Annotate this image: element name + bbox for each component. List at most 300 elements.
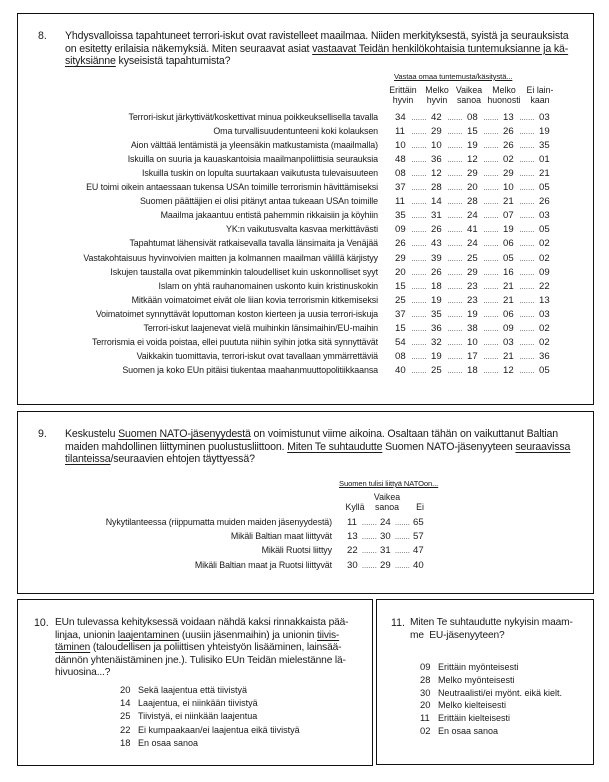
table-row (20, 181, 378, 194)
dot-leader: ....... (519, 297, 535, 305)
table-row (20, 266, 378, 279)
option-percent: 20 (120, 684, 131, 695)
value-cell: 29 (467, 168, 478, 180)
dot-leader: ....... (447, 283, 463, 291)
option-label: Ei kumpaakaan/ei laajentua eikä tiivistyä (138, 724, 300, 735)
column-header-line2: hyvin (426, 94, 448, 105)
row-label: Vaikkakin tuomittavia, terrori-iskut ovat tavallaan ymmärrettäviä (136, 350, 378, 361)
table-row (20, 280, 378, 293)
row-label: Iskuilla on suuria ja kauaskantoisia maailmanpoliittisia seurauksia (127, 154, 378, 165)
dot-leader: ....... (483, 283, 499, 291)
row-label: Iskujen taustalla ovat pikemminkin taloudelliset kuin uskonnolliset syyt (110, 266, 378, 277)
dot-leader: ....... (447, 269, 463, 277)
value-cell: 12 (503, 364, 514, 376)
value-cell: 14 (431, 196, 442, 208)
value-cell: 11 (347, 517, 357, 528)
option-percent: 28 (420, 673, 431, 685)
row-values (347, 530, 425, 544)
table-row (20, 294, 378, 307)
row-label: Suomen ja koko EUn pitäisi tiukentaa maahanmuuttopolitiikkaansa (122, 364, 378, 375)
value-cell: 06 (503, 238, 514, 250)
value-cell: 03 (503, 336, 514, 348)
value-cell: 30 (380, 531, 391, 543)
dot-leader: ....... (411, 241, 427, 249)
option-percent: 09 (420, 661, 431, 672)
value-cell: 25 (395, 294, 406, 306)
row-label: Islam on yhtä rauhanomainen uskonto kuin kristinuskokin (158, 280, 378, 291)
dot-leader: ....... (447, 213, 463, 221)
value-cell: 23 (467, 294, 478, 306)
dot-leader: ....... (447, 171, 463, 179)
q8-emphasis: vastaavat Teidän henkilökohtaisia tuntemuksianne ja kä- (312, 42, 569, 55)
dot-leader: ....... (483, 353, 499, 361)
value-cell: 13 (503, 112, 514, 123)
value-cell: 29 (503, 168, 514, 180)
dot-leader: ....... (411, 311, 427, 319)
value-cell: 03 (539, 308, 550, 320)
row-label: Vastakohtaisuus hyvinvoivien maitten ja kolmannen maailman välillä kärjistyy (83, 252, 378, 263)
dot-leader: ....... (519, 325, 535, 333)
value-cell: 38 (467, 322, 478, 334)
option-label: Laajentua, ei niinkään tiivistyä (138, 698, 258, 709)
value-cell: 05 (503, 252, 514, 264)
table-row (20, 209, 378, 222)
column-header-line1: Vaikea (455, 85, 483, 95)
dot-leader: ....... (361, 520, 377, 527)
q9-question-text: Keskustelu Suomen NATO-jäsenyydestä on voimistunut viime aikoina. Osaltaan tähän on vaikuttanut Baltian maiden mahdollinen liittyminen puolustusliittoon. Miten Te suhtaudutte Suomen NATO-jäsenyyteen seuraavissa tilanteissa/seuraavien ehtojen täyttyessä? (65, 428, 571, 466)
dot-leader: ....... (411, 269, 427, 277)
dot-leader: ....... (519, 353, 535, 361)
value-cell: 09 (539, 266, 550, 278)
row-values (395, 280, 551, 294)
value-cell: 25 (431, 364, 442, 376)
dot-leader: ....... (447, 227, 463, 235)
value-cell: 10 (431, 140, 442, 152)
dot-leader: ....... (483, 311, 499, 319)
answer-option (120, 697, 258, 710)
value-cell: 05 (539, 364, 550, 376)
column-header-line2: hyvin (392, 94, 414, 105)
row-values (395, 336, 551, 350)
value-cell: 54 (395, 336, 406, 348)
row-label: Terrori-iskut järkyttivät/koskettivat minua poikkeuksellisella tavalla (128, 112, 378, 122)
table-row (20, 350, 378, 363)
table-row (20, 530, 332, 543)
dot-leader: ....... (519, 339, 535, 347)
value-cell: 24 (467, 238, 478, 250)
value-cell: 21 (503, 280, 514, 292)
dot-leader: ....... (483, 269, 499, 277)
answer-option (420, 699, 506, 712)
table-row (20, 364, 378, 377)
answer-option (120, 737, 198, 750)
table-row (20, 336, 378, 349)
value-cell: 08 (395, 350, 406, 362)
dot-leader: ....... (483, 171, 499, 179)
dot-leader: ....... (519, 115, 535, 122)
value-cell: 40 (395, 364, 406, 376)
option-percent: 11 (420, 712, 430, 724)
column-header-line1: Erittäin (389, 85, 417, 95)
value-cell: 09 (395, 224, 406, 236)
option-label: Erittäin myönteisesti (438, 662, 519, 672)
option-percent: 02 (420, 725, 431, 736)
row-values (395, 308, 551, 322)
answer-option (420, 712, 510, 725)
dot-leader: ....... (361, 548, 377, 556)
dot-leader: ....... (394, 562, 410, 570)
value-cell: 29 (467, 266, 478, 278)
q8-question-text (65, 30, 585, 68)
value-cell: 37 (395, 308, 406, 320)
dot-leader: ....... (519, 185, 535, 193)
row-label: Aion välttää lentämistä ja yleensäkin matkustamista (maailmalla) (130, 140, 378, 151)
value-cell: 24 (467, 210, 478, 222)
value-cell: 19 (467, 140, 478, 152)
value-cell: 36 (431, 154, 442, 166)
value-cell: 35 (539, 140, 550, 152)
table-row (20, 195, 378, 208)
dot-leader: ....... (483, 325, 499, 333)
value-cell: 31 (431, 210, 442, 222)
table-row (20, 252, 378, 265)
dot-leader: ....... (483, 339, 499, 347)
value-cell: 22 (347, 545, 358, 557)
dot-leader: ....... (394, 520, 410, 527)
value-cell: 24 (380, 517, 391, 528)
value-cell: 40 (413, 559, 424, 571)
dot-leader: ....... (483, 185, 499, 193)
option-percent: 25 (120, 710, 131, 722)
dot-leader: ....... (447, 185, 463, 193)
value-cell: 26 (395, 238, 406, 250)
option-label: Erittäin kielteisesti (438, 713, 511, 724)
dot-leader: ....... (519, 311, 535, 319)
row-values (395, 125, 551, 139)
value-cell: 29 (395, 252, 406, 264)
row-label: Voimatoimet synnyttävät loputtoman koston kierteen ja uusia terrori-iskuja (95, 308, 378, 319)
row-label: Tapahtumat lähensivät ratkaisevalla tavalla länsimaita ja Venäjää (129, 238, 378, 249)
answer-option (420, 661, 519, 674)
value-cell: 18 (431, 280, 442, 292)
q9-scale-title: Suomen tulisi liittyä NATOon... (339, 479, 439, 488)
value-cell: 15 (467, 126, 478, 138)
option-label: En osaa sanoa (138, 737, 199, 748)
value-cell: 29 (431, 126, 442, 138)
dot-leader: ....... (411, 283, 427, 291)
row-label: Oma turvallisuudentunteeni koki kolauksen (213, 126, 378, 137)
dot-leader: ....... (447, 255, 463, 263)
row-values (395, 153, 551, 167)
dot-leader: ....... (411, 171, 427, 179)
dot-leader: ....... (519, 283, 535, 291)
value-cell: 35 (431, 308, 442, 320)
column-header-line1: Melko (425, 85, 449, 95)
dot-leader: ....... (411, 325, 427, 333)
option-label: Melko myönteisesti (438, 674, 515, 685)
value-cell: 36 (431, 322, 442, 334)
dot-leader: ....... (447, 143, 463, 151)
value-cell: 28 (467, 196, 478, 208)
row-label: Nykytilanteessa (riippumatta muiden maiden jäsenyydestä) (105, 517, 332, 527)
column-header-line1: Melko (492, 85, 516, 95)
value-cell: 05 (539, 224, 550, 236)
value-cell: 65 (413, 517, 424, 528)
value-cell: 26 (503, 126, 514, 138)
value-cell: 11 (395, 126, 405, 138)
value-cell: 07 (503, 210, 514, 222)
value-cell: 16 (503, 266, 514, 278)
value-cell: 20 (395, 266, 406, 278)
value-cell: 48 (395, 154, 406, 166)
q10-number: 10. (34, 617, 49, 629)
table-row (20, 322, 378, 335)
value-cell: 02 (539, 252, 550, 264)
value-cell: 02 (539, 336, 550, 348)
row-values (395, 195, 551, 209)
table-row (20, 308, 378, 321)
row-values (395, 364, 551, 378)
dot-leader: ....... (483, 115, 499, 122)
value-cell: 26 (539, 196, 550, 208)
dot-leader: ....... (483, 241, 499, 249)
value-cell: 09 (503, 322, 514, 334)
option-percent: 20 (420, 699, 431, 711)
dot-leader: ....... (447, 311, 463, 319)
value-cell: 21 (503, 294, 514, 306)
value-cell: 47 (413, 545, 424, 557)
dot-leader: ....... (447, 297, 463, 305)
table-row (20, 237, 378, 250)
dot-leader: ....... (447, 129, 463, 137)
value-cell: 21 (503, 350, 514, 362)
column-header-line2: sanoa (375, 501, 399, 512)
value-cell: 19 (431, 350, 442, 362)
value-cell: 19 (467, 308, 478, 320)
row-label: Mitkään voimatoimet eivät ole liian kovia terrorismin kitkemiseksi (131, 294, 378, 305)
value-cell: 25 (467, 252, 478, 264)
row-label: Iskuilla tuskin on lopulta suurtakaan vaikutusta tulevaisuuteen (142, 168, 378, 179)
dot-leader: ....... (411, 157, 427, 165)
value-cell: 20 (467, 182, 478, 194)
dot-leader: ....... (394, 548, 410, 556)
dot-leader: ....... (411, 353, 427, 361)
dot-leader: ....... (394, 534, 410, 542)
dot-leader: ....... (519, 157, 535, 165)
dot-leader: ....... (519, 213, 535, 221)
value-cell: 10 (395, 140, 406, 152)
dot-leader: ....... (483, 255, 499, 263)
value-cell: 43 (431, 238, 442, 250)
answer-option (420, 725, 498, 738)
dot-leader: ....... (411, 213, 427, 221)
value-cell: 08 (467, 112, 478, 123)
value-cell: 22 (539, 280, 550, 292)
option-percent: 30 (420, 686, 431, 698)
dot-leader: ....... (519, 227, 535, 235)
value-cell: 28 (431, 182, 442, 194)
value-cell: 31 (380, 545, 391, 557)
row-values (347, 544, 425, 558)
row-values (395, 139, 551, 153)
value-cell: 21 (503, 196, 514, 208)
value-cell: 26 (431, 266, 442, 278)
dot-leader: ....... (447, 157, 463, 165)
value-cell: 19 (503, 224, 514, 236)
value-cell: 08 (395, 168, 406, 180)
dot-leader: ....... (519, 199, 535, 207)
dot-leader: ....... (483, 367, 499, 375)
row-label: EU toimi oikein antaessaan tukensa USAn toimille terrorismin hävittämiseksi (86, 182, 378, 193)
value-cell: 42 (431, 112, 442, 123)
q8-line-3: sityksiänne kyseisistä tapahtumista? (65, 55, 231, 68)
option-label: Melko kielteisesti (438, 700, 507, 711)
value-cell: 34 (395, 112, 406, 123)
dot-leader: ....... (483, 199, 499, 207)
column-header-line2: sanoa (457, 94, 481, 105)
value-cell: 23 (467, 280, 478, 292)
q8-column-header (518, 86, 562, 105)
row-values (395, 294, 551, 308)
value-cell: 11 (395, 196, 405, 208)
value-cell: 41 (467, 224, 478, 236)
value-cell: 02 (539, 238, 550, 250)
answer-option (120, 724, 300, 737)
value-cell: 10 (467, 336, 478, 348)
dot-leader: ....... (483, 227, 499, 235)
table-row (20, 516, 332, 529)
value-cell: 13 (347, 531, 358, 543)
value-cell: 02 (503, 154, 514, 166)
answer-option (420, 674, 515, 687)
row-values (395, 322, 551, 336)
row-values (395, 111, 551, 125)
q8-scale-title: Vastaa omaa tuntemusta/käsitystä... (394, 72, 513, 81)
value-cell: 29 (380, 559, 391, 571)
dot-leader: ....... (411, 185, 427, 193)
dot-leader: ....... (411, 227, 427, 235)
value-cell: 19 (539, 126, 550, 138)
value-cell: 15 (395, 322, 406, 334)
row-label: Mikäli Ruotsi liittyy (261, 545, 332, 556)
dot-leader: ....... (519, 367, 535, 375)
option-percent: 18 (120, 736, 131, 748)
q8-line-1: Yhdysvalloissa tapahtuneet terrori-iskut ovat ravistelleet maailmaa. Niiden merkityksestä, syistä ja seurauksista (65, 30, 569, 42)
value-cell: 19 (431, 294, 442, 306)
table-row (20, 125, 378, 138)
row-values (395, 167, 551, 181)
option-percent: 22 (120, 723, 131, 735)
dot-leader: ....... (519, 241, 535, 249)
dot-leader: ....... (447, 367, 463, 375)
option-label: Tiivistyä, ei niinkään laajentua (138, 711, 258, 722)
table-row (20, 223, 378, 236)
value-cell: 36 (539, 350, 550, 362)
dot-leader: ....... (483, 129, 499, 137)
dot-leader: ....... (411, 129, 427, 137)
option-label: En osaa sanoa (438, 726, 499, 736)
value-cell: 12 (431, 168, 442, 180)
value-cell: 57 (413, 531, 424, 543)
value-cell: 17 (467, 350, 478, 362)
dot-leader: ....... (519, 255, 535, 263)
dot-leader: ....... (411, 143, 427, 151)
value-cell: 13 (539, 294, 550, 306)
q9-column-header (400, 493, 440, 512)
dot-leader: ....... (519, 269, 535, 277)
column-header-line1: Ei lain- (526, 85, 554, 95)
value-cell: 02 (539, 322, 550, 334)
column-header-line1: Vaikea (373, 492, 401, 502)
dot-leader: ....... (447, 325, 463, 333)
row-label: Mikäli Baltian maat ja Ruotsi liittyvät (194, 559, 332, 570)
dot-leader: ....... (447, 199, 463, 207)
answer-option (420, 687, 562, 700)
value-cell: 15 (395, 280, 406, 292)
q9-number: 9. (38, 428, 47, 440)
row-label: YK:n vaikutusvalta kasvaa merkittävästi (226, 224, 378, 235)
value-cell: 32 (431, 336, 442, 348)
dot-leader: ....... (411, 367, 427, 375)
q10-question-text: EUn tulevassa kehityksessä voidaan nähdä kaksi rinnakkaista pää- linjaa, unionin laajentaminen (uusiin jäsenmaihin) ja unionin tiivis- täminen (taloudellisen ja poliittisen yhteistyön lisääminen, lainsää- dännön yhtenäistäminen jne.). Tulisiko EUn Teidän mielestänne lä- hivuosina...? (55, 617, 349, 679)
dot-leader: ....... (447, 115, 463, 122)
value-cell: 03 (539, 112, 550, 123)
dot-leader: ....... (411, 115, 427, 122)
dot-leader: ....... (483, 143, 499, 151)
value-cell: 26 (503, 140, 514, 152)
row-values (395, 252, 551, 266)
column-header-line2: Ei (416, 501, 424, 512)
value-cell: 26 (431, 224, 442, 236)
value-cell: 10 (503, 182, 514, 194)
column-header-line2: kaan (530, 94, 550, 105)
value-cell: 06 (503, 308, 514, 320)
row-label: Maailma jakaantuu entistä pahemmin rikkaisiin ja köyhiin (160, 210, 378, 221)
row-values (347, 559, 425, 573)
value-cell: 37 (395, 182, 406, 194)
answer-option (120, 710, 257, 723)
row-values (395, 266, 551, 280)
row-values (395, 209, 551, 223)
row-values (395, 237, 551, 251)
option-label: Neutraalisti/ei myönt. eikä kielt. (438, 687, 563, 698)
table-row (20, 559, 332, 572)
row-label: Terrorismia ei voida poistaa, ellei puututa niihin syihin jotka sitä synnyttävät (91, 336, 378, 347)
option-label: Sekä laajentua että tiivistyä (138, 685, 248, 695)
value-cell: 39 (431, 252, 442, 264)
row-values (395, 181, 551, 195)
dot-leader: ....... (447, 241, 463, 249)
q8-line-2: on esitetty erilaisia näkemyksiä. Miten seuraavat asiat vastaavat Teidän henkilökohtaisia tuntemuksianne ja kä- (65, 42, 569, 55)
dot-leader: ....... (411, 339, 427, 347)
dot-leader: ....... (411, 297, 427, 305)
dot-leader: ....... (519, 129, 535, 137)
table-row (20, 544, 332, 557)
row-label: Terrori-iskut laajenevat vielä muihinkin länsimaihin/EU-maihin (143, 322, 378, 333)
column-header-line2: huonosti (487, 94, 521, 105)
dot-leader: ....... (411, 255, 427, 263)
value-cell: 03 (539, 210, 550, 222)
q8-number: 8. (38, 30, 47, 42)
row-values (395, 223, 551, 237)
value-cell: 21 (539, 168, 550, 180)
q11-number: 11. (391, 617, 405, 629)
dot-leader: ....... (361, 562, 377, 570)
q11-question-text: Miten Te suhtaudutte nykyisin maam- me EU-jäsenyyteen? (410, 617, 573, 641)
row-values (347, 516, 425, 530)
value-cell: 01 (539, 154, 550, 166)
column-header-line2: Kyllä (345, 501, 365, 512)
